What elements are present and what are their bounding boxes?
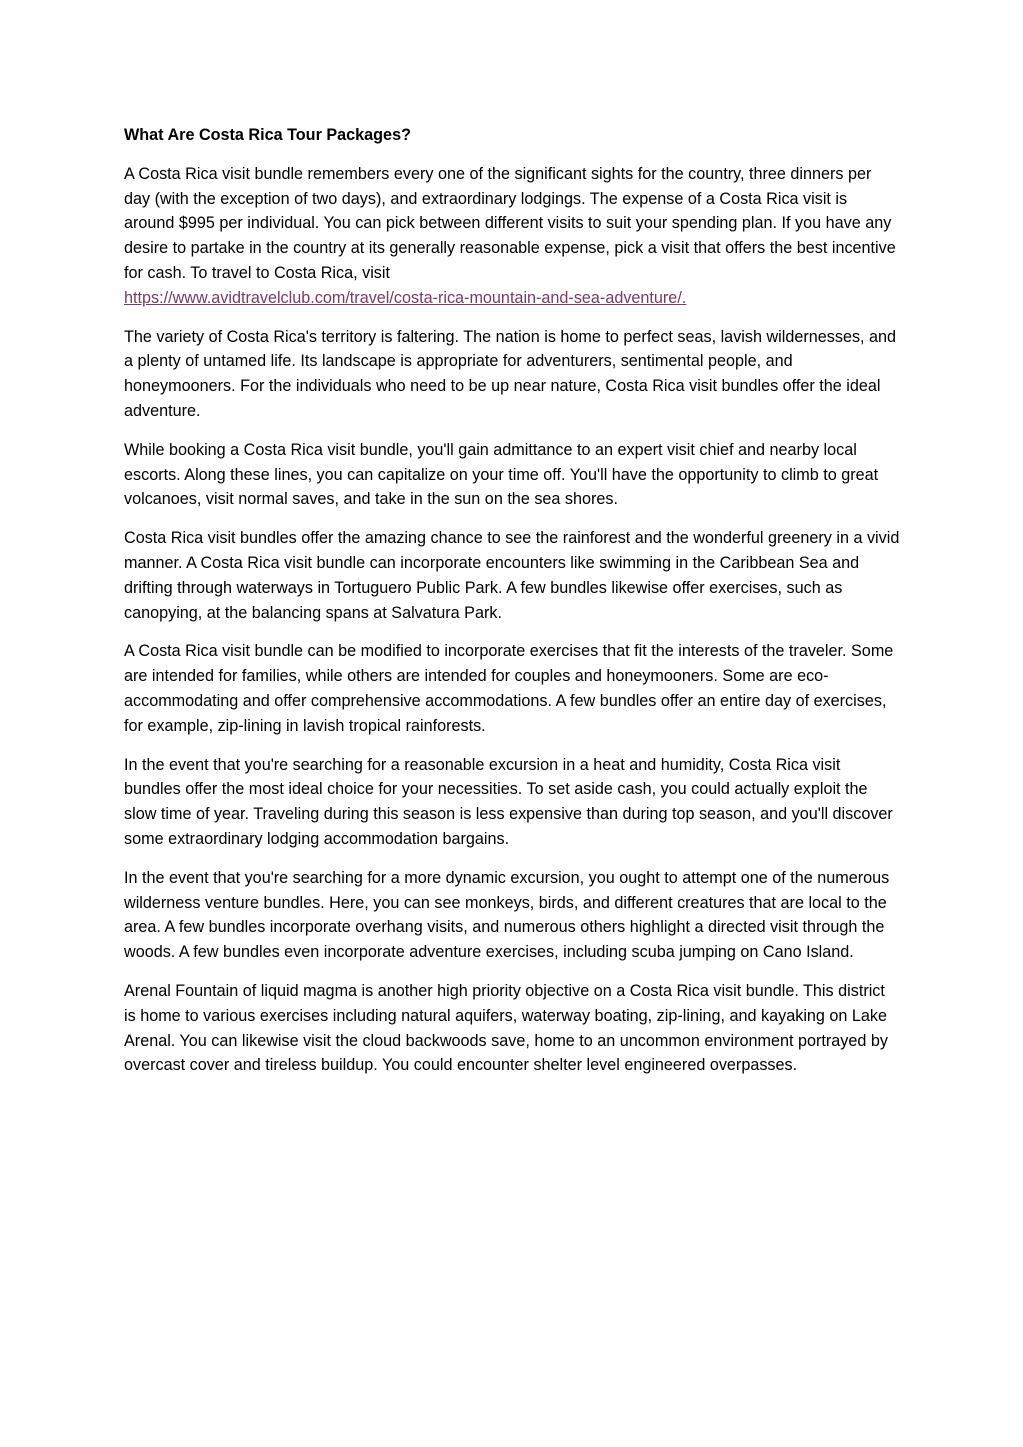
- tour-link[interactable]: https://www.avidtravelclub.com/travel/costa-rica-mountain-and-sea-adventure/.: [124, 288, 687, 307]
- paragraph-customization: A Costa Rica visit bundle can be modified to incorporate exercises that fit the interests of the traveler. Some are intended for families, while others are intended for couples and honeymooners. Some are eco-accommodating and offer comprehensive accommodations. A few bundles offer an entire day of exercises, for example, zip-lining in lavish tropical rainforests.: [124, 642, 894, 735]
- paragraph-wilderness: In the event that you're searching for a more dynamic excursion, you ought to attempt one of the numerous wilderness venture bundles. Here, you can see monkeys, birds, and different creatures that are local to the area. A few bundles incorporate overhang visits, and numerous others highlight a directed visit through the woods. A few bundles even incorporate adventure exercises, including scuba jumping on Cano Island.: [124, 868, 890, 962]
- paragraph-arenal: Arenal Fountain of liquid magma is another high priority objective on a Costa Rica visit bundle. This district is home to various exercises including natural aquifers, waterway boating, zip-lining, and kayaking on Lake Arenal. You can likewise visit the cloud backwoods save, home to an uncommon environment portrayed by overcast cover and tireless buildup. You could encounter shelter level engineered overpasses.: [124, 981, 888, 1075]
- paragraph-territory: The variety of Costa Rica's territory is faltering. The nation is home to perfect seas, lavish wildernesses, and a plenty of untamed life. Its landscape is appropriate for adventurers, sentimental people, and honeymooners. For the individuals who need to be up near nature, Costa Rica visit bundles offer the ideal adventure.: [124, 327, 897, 420]
- paragraph-intro: [124, 162, 900, 311]
- document-title: What Are Costa Rica Tour Packages?: [124, 126, 411, 144]
- paragraph-budget: In the event that you're searching for a reasonable excursion in a heat and humidity, Costa Rica visit bundles offer the most ideal choice for your necessities. To set aside cash, you could actually exploit the slow time of year. Traveling during this season is less expensive than during top season, and you'll discover some extraordinary lodging accommodation bargains.: [124, 755, 893, 848]
- paragraph-intro-text: A Costa Rica visit bundle remembers every one of the significant sights for the country, three dinners per day (with the exception of two days), and extraordinary lodgings. The expense of a Costa Rica visit is around $995 per individual. You can pick between different visits to suit your spending plan. If you have any desire to partake in the country at its generally reasonable expense, pick a visit that offers the best incentive for cash. To travel to Costa Rica, visit: [124, 164, 896, 282]
- paragraph-rainforest: Costa Rica visit bundles offer the amazing chance to see the rainforest and the wonderful greenery in a vivid manner. A Costa Rica visit bundle can incorporate encounters like swimming in the Caribbean Sea and drifting through waterways in Tortuguero Public Park. A few bundles likewise offer exercises, such as canopying, at the balancing spans at Salvatura Park.: [124, 529, 900, 622]
- paragraph-booking: While booking a Costa Rica visit bundle, you'll gain admittance to an expert visit chief and nearby local escorts. Along these lines, you can capitalize on your time off. You'll have the opportunity to climb to great volcanoes, visit normal saves, and take in the sun on the sea shores.: [124, 440, 879, 509]
- document-page: [124, 123, 900, 1092]
